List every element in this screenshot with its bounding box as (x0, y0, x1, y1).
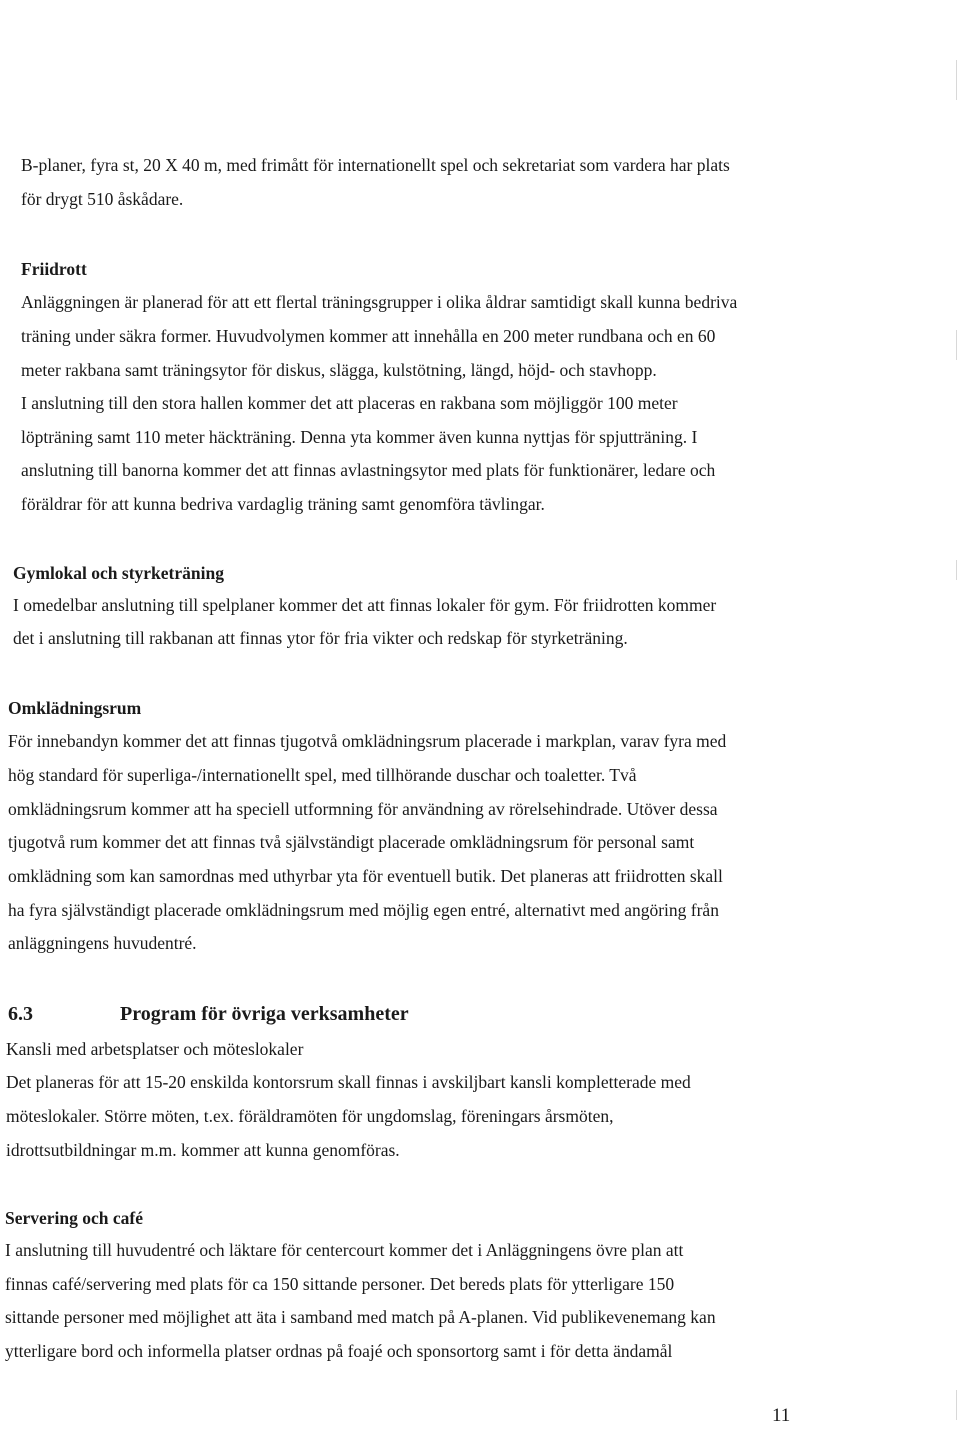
scan-edge-mark (956, 1390, 957, 1420)
text-line: finnas café/servering med plats för ca 150 sittande personer. Det bereds plats för ytterligare 150 (5, 1274, 675, 1294)
text-line: anslutning till banorna kommer det att finnas avlastningsytor med plats för funktionärer, ledare och (21, 460, 716, 480)
text-line: B-planer, fyra st, 20 X 40 m, med frimått för internationellt spel och sekretariat som vardera har plats (21, 155, 730, 175)
section-number: 6.3 (8, 1003, 33, 1025)
text-line: ytterligare bord och informella platser ordnas på foajé och sponsortorg samt i för detta ändamål (5, 1341, 673, 1361)
text-line: Det planeras för att 15-20 enskilda kontorsrum skall finnas i avskiljbart kansli kompletterade med (6, 1072, 691, 1092)
text-line: omklädningsrum kommer att ha speciell utformning för användning av rörelsehindrade. Utöver dessa (8, 799, 718, 819)
text-line: I anslutning till den stora hallen kommer det att placeras en rakbana som möjliggör 100 meter (21, 393, 678, 413)
section-heading: Gymlokal och styrketräning (13, 563, 224, 583)
text-line: möteslokaler. Större möten, t.ex. föräldramöten för ungdomslag, föreningars årsmöten, (6, 1106, 614, 1126)
scan-edge-mark (956, 330, 957, 360)
text-line: föräldrar för att kunna bedriva vardaglig träning samt genomföra tävlingar. (21, 494, 545, 514)
text-line: I anslutning till huvudentré och läktare för centercourt kommer det i Anläggningens övre plan att (5, 1240, 684, 1260)
scan-edge-mark (956, 60, 957, 100)
text-line: tjugotvå rum kommer det att finnas två självständigt placerade omklädningsrum för personal samt (8, 832, 695, 852)
page-number: 11 (772, 1405, 791, 1426)
text-line: sittande personer med möjlighet att äta i samband med match på A-planen. Vid publikevenemang kan (5, 1307, 716, 1327)
section-heading: Friidrott (21, 259, 87, 279)
text-line: träning under säkra former. Huvudvolymen kommer att innehålla en 200 meter rundbana och en 60 (21, 326, 716, 346)
text-line: meter rakbana samt träningsytor för diskus, slägga, kulstötning, längd, höjd- och stavhopp. (21, 360, 657, 380)
section-heading: Servering och café (5, 1208, 144, 1228)
text-line: idrottsutbildningar m.m. kommer att kunna genomföras. (6, 1140, 400, 1160)
text-line: för drygt 510 åskådare. (21, 189, 184, 209)
text-line: löpträning samt 110 meter häckträning. Denna yta kommer även kunna nyttjas för spjutträning. I (21, 427, 698, 447)
section-title: Program för övriga verksamheter (120, 1003, 409, 1025)
section-heading: Omklädningsrum (8, 698, 142, 718)
text-line: För innebandyn kommer det att finnas tjugotvå omklädningsrum placerade i markplan, varav fyra med (8, 731, 727, 751)
text-line: hög standard för superliga-/internationellt spel, med tillhörande duschar och toaletter. Två (8, 765, 637, 785)
scan-edge-mark (956, 560, 957, 580)
text-line: I omedelbar anslutning till spelplaner kommer det att finnas lokaler för gym. För friidrotten kommer (13, 595, 717, 615)
text-line: anläggningens huvudentré. (8, 933, 197, 953)
text-line: Anläggningen är planerad för att ett flertal träningsgrupper i olika åldrar samtidigt skall kunna bedriva (21, 292, 738, 312)
subheading: Kansli med arbetsplatser och möteslokaler (6, 1039, 304, 1059)
text-line: det i anslutning till rakbanan att finnas ytor för fria vikter och redskap för styrketräning. (13, 628, 628, 648)
text-line: ha fyra självständigt placerade omklädningsrum med möjlig egen entré, alternativt med angöring från (8, 900, 719, 920)
text-line: omklädning som kan samordnas med uthyrbar yta för eventuell butik. Det planeras att friidrotten skall (8, 866, 723, 886)
